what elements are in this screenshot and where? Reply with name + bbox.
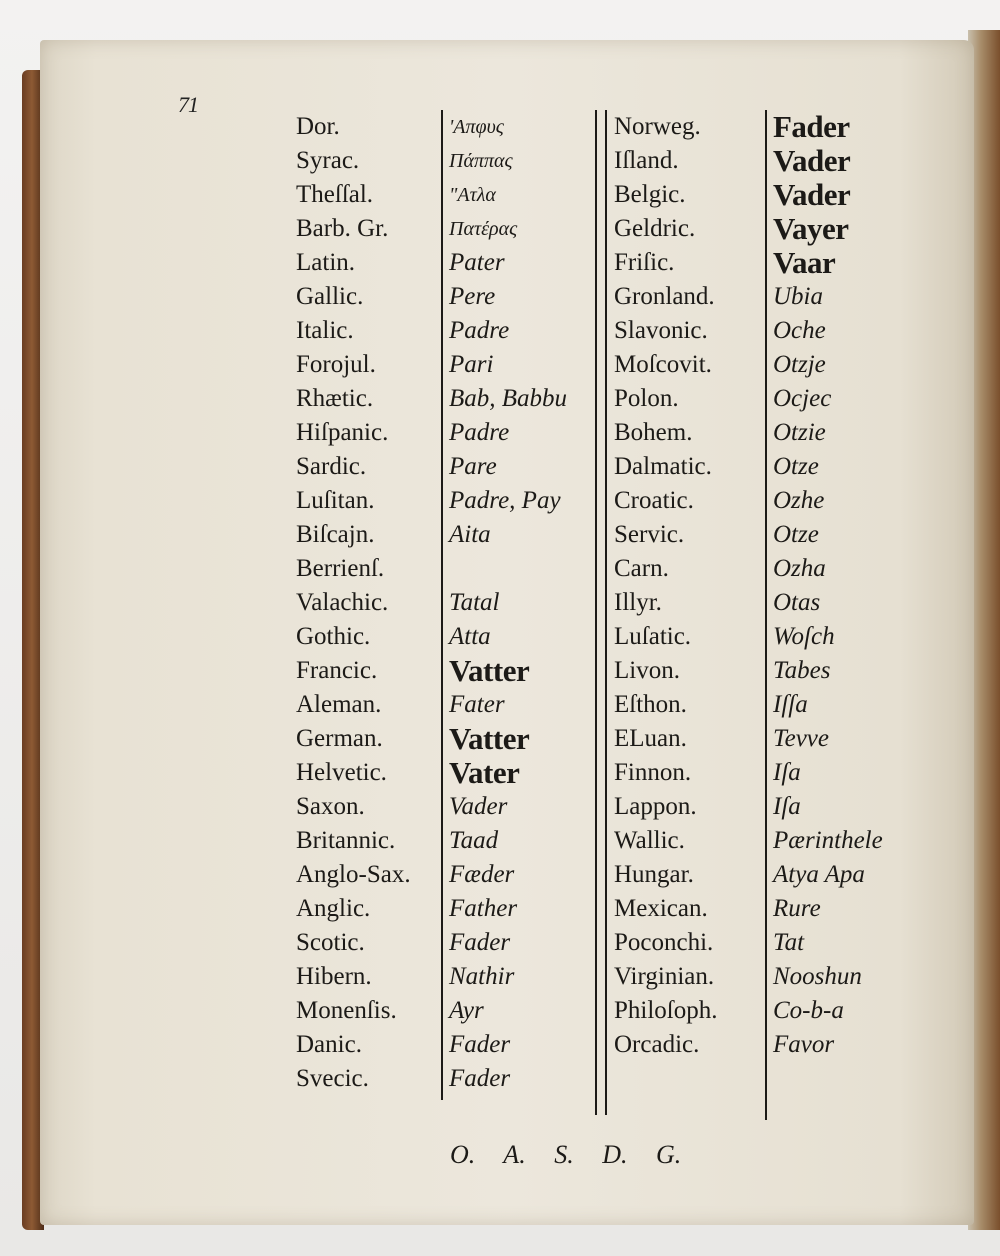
language-name: Sardic.: [296, 453, 367, 480]
father-word: Fader: [449, 929, 511, 956]
language-name: Monenſis.: [296, 997, 397, 1024]
father-word: Iſa: [773, 793, 801, 820]
father-word: Fader: [773, 109, 850, 144]
father-word: Bab, Babbu: [449, 385, 568, 412]
language-name: Moſcovit.: [614, 351, 712, 378]
father-word: Pare: [449, 453, 497, 480]
language-name: Valachic.: [296, 589, 389, 616]
father-word: Rure: [773, 895, 821, 922]
father-word: Tevve: [773, 725, 829, 752]
father-word: Pater: [449, 249, 505, 276]
column-rule-1: [441, 110, 443, 1100]
father-word: Tatal: [449, 589, 500, 616]
language-name: Virginian.: [614, 963, 715, 990]
language-name: ELuan.: [614, 725, 687, 752]
father-word: Πάππας: [449, 150, 513, 172]
father-word: 'Απφυς: [449, 116, 504, 138]
language-name: Philoſoph.: [614, 997, 718, 1024]
language-name: Mexican.: [614, 895, 708, 922]
language-name: Rhætic.: [296, 385, 374, 412]
father-word: Vayer: [773, 211, 849, 246]
language-name: Helvetic.: [296, 759, 387, 786]
father-word: Iſſa: [773, 691, 808, 718]
father-word: Aita: [449, 521, 491, 548]
father-word: Vader: [773, 143, 851, 178]
language-name: Livon.: [614, 657, 680, 684]
language-name: Scotic.: [296, 929, 365, 956]
language-name: Saxon.: [296, 793, 365, 820]
father-word: Ayr: [449, 997, 484, 1024]
father-word: Co-b-a: [773, 997, 844, 1024]
father-word: "Ατλα: [449, 184, 496, 206]
father-word: Ozha: [773, 555, 826, 582]
language-name: Luſatic.: [614, 623, 692, 650]
father-word: Fader: [449, 1031, 511, 1058]
father-word: Vatter: [449, 721, 530, 756]
father-word: Fæder: [449, 861, 515, 888]
column-rule-4: [765, 110, 767, 1120]
language-name: Hibern.: [296, 963, 372, 990]
column-rule-2: [595, 110, 597, 1115]
language-name: Italic.: [296, 317, 354, 344]
father-word: Fader: [449, 1065, 511, 1092]
column-rule-3: [605, 110, 607, 1115]
father-word: Otze: [773, 453, 819, 480]
language-name: Geldric.: [614, 215, 696, 242]
father-word: Tat: [773, 929, 805, 956]
language-name: Gothic.: [296, 623, 371, 650]
father-word: Woſch: [773, 623, 835, 650]
father-word: Padre: [449, 419, 510, 446]
father-word: Otzje: [773, 351, 826, 378]
father-word: Ozhe: [773, 487, 825, 514]
language-name: Orcadic.: [614, 1031, 700, 1058]
language-name: Biſcajn.: [296, 521, 375, 548]
language-name: Croatic.: [614, 487, 694, 514]
words-left-column: [449, 110, 567, 1096]
father-word: Padre, Pay: [449, 487, 561, 514]
languages-right-column: [614, 110, 718, 1062]
father-word: Πατέρας: [449, 218, 518, 240]
father-word: Vatter: [449, 653, 530, 688]
language-name: Slavonic.: [614, 317, 708, 344]
father-word: Pere: [449, 283, 496, 310]
language-name: Anglo-Sax.: [296, 861, 411, 888]
father-word: Otze: [773, 521, 819, 548]
language-name: Berrienſ.: [296, 555, 385, 582]
father-word: Vader: [449, 793, 508, 820]
father-word: Ocjec: [773, 385, 832, 412]
language-name: Bohem.: [614, 419, 693, 446]
language-name: Gronland.: [614, 283, 715, 310]
language-name: Francic.: [296, 657, 378, 684]
language-name: Finnon.: [614, 759, 692, 786]
language-name: Syrac.: [296, 147, 360, 174]
father-word: Vader: [773, 177, 851, 212]
language-name: Britannic.: [296, 827, 396, 854]
language-name: Hiſpanic.: [296, 419, 389, 446]
language-name: Dor.: [296, 113, 340, 140]
language-name: German.: [296, 725, 383, 752]
language-name: Friſic.: [614, 249, 675, 276]
page-number: 71: [178, 92, 198, 117]
language-name: Aleman.: [296, 691, 382, 718]
language-name: Wallic.: [614, 827, 685, 854]
language-name: Illyr.: [614, 589, 662, 616]
language-name: Barb. Gr.: [296, 215, 389, 242]
father-word: Padre: [449, 317, 510, 344]
language-name: Svecic.: [296, 1065, 369, 1092]
father-word: Pærinthele: [773, 827, 883, 854]
father-word: Atta: [449, 623, 491, 650]
father-word: [449, 552, 567, 586]
father-word: Otzie: [773, 419, 826, 446]
father-word: Atya Apa: [773, 861, 865, 888]
language-name: Belgic.: [614, 181, 686, 208]
language-name: Poconchi.: [614, 929, 714, 956]
father-word: Favor: [773, 1031, 835, 1058]
father-word: Vaar: [773, 245, 836, 280]
father-word: Fater: [449, 691, 505, 718]
language-name: Latin.: [296, 249, 356, 276]
father-word: Pari: [449, 351, 494, 378]
language-name: Theſſal.: [296, 181, 374, 208]
language-name: Lappon.: [614, 793, 697, 820]
father-word: Oche: [773, 317, 826, 344]
father-word: Iſa: [773, 759, 801, 786]
language-name: Polon.: [614, 385, 679, 412]
language-name: Anglic.: [296, 895, 371, 922]
language-name: Iſland.: [614, 147, 679, 174]
language-name: Eſthon.: [614, 691, 687, 718]
language-name: Gallic.: [296, 283, 364, 310]
father-word: Nooshun: [773, 963, 862, 990]
language-name: Forojul.: [296, 351, 376, 378]
father-word: Tabes: [773, 657, 831, 684]
father-word: Otas: [773, 589, 821, 616]
footer-signature: O. A. S. D. G.: [450, 1140, 682, 1169]
father-word: Ubia: [773, 283, 823, 310]
language-name: Carn.: [614, 555, 669, 582]
language-name: Servic.: [614, 521, 685, 548]
language-name: Hungar.: [614, 861, 694, 888]
father-word: Vater: [449, 755, 520, 790]
father-word: Taad: [449, 827, 499, 854]
words-right-column: [773, 110, 883, 1062]
father-word: Nathir: [449, 963, 515, 990]
languages-left-column: [296, 110, 411, 1096]
language-name: Dalmatic.: [614, 453, 712, 480]
father-word: Father: [449, 895, 518, 922]
language-name: Danic.: [296, 1031, 362, 1058]
language-name: Norweg.: [614, 113, 701, 140]
language-name: Luſitan.: [296, 487, 375, 514]
